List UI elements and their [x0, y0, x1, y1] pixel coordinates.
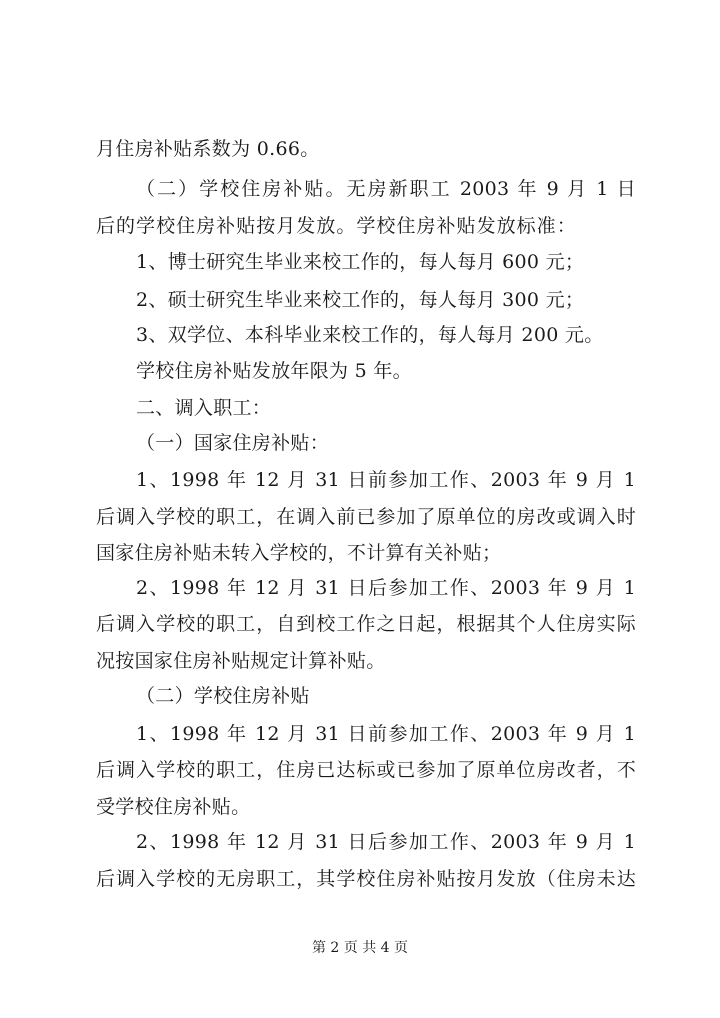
text-line-1: 月住房补贴系数为 0.66。	[96, 138, 320, 160]
text-line-13: 2、1998 年 12 月 31 日后参加工作、2003 年 9 月 1	[136, 577, 636, 599]
text-line-7: 学校住房补贴发放年限为 5 年。	[136, 360, 412, 382]
text-line-2: （二）学校住房补贴。无房新职工 2003 年 9 月 1 日	[136, 178, 636, 200]
text-line-5: 2、硕士研究生毕业来校工作的，每人每月 300 元；	[136, 289, 585, 311]
subsection-heading-national-subsidy: （一）国家住房补贴：	[136, 432, 330, 454]
section-heading-transferred-staff: 二、调入职工：	[136, 397, 272, 419]
page-number-footer: 第 2 页 共 4 页	[311, 940, 409, 956]
text-line-20: 2、1998 年 12 月 31 日后参加工作、2003 年 9 月 1	[136, 831, 636, 853]
text-line-17: 1、1998 年 12 月 31 日前参加工作、2003 年 9 月 1	[136, 723, 636, 745]
text-line-3: 后的学校住房补贴按月发放。学校住房补贴发放标准：	[96, 215, 576, 237]
text-line-21: 后调入学校的无房职工，其学校住房补贴按月发放（住房未达	[96, 868, 636, 890]
text-line-12: 国家住房补贴未转入学校的，不计算有关补贴；	[96, 542, 502, 564]
text-line-4: 1、博士研究生毕业来校工作的，每人每月 600 元；	[136, 251, 585, 273]
text-line-15: 况按国家住房补贴规定计算补贴。	[96, 650, 386, 672]
text-line-10: 1、1998 年 12 月 31 日前参加工作、2003 年 9 月 1	[136, 469, 636, 491]
text-line-19: 受学校住房补贴。	[96, 796, 251, 818]
text-line-14: 后调入学校的职工，自到校工作之日起，根据其个人住房实际	[96, 613, 636, 635]
text-line-11: 后调入学校的职工，在调入前已参加了原单位的房改或调入时	[96, 506, 636, 528]
subsection-heading-school-subsidy: （二）学校住房补贴	[136, 685, 310, 707]
text-line-18: 后调入学校的职工，住房已达标或已参加了原单位房改者，不	[96, 759, 636, 781]
text-line-6: 3、双学位、本科毕业来校工作的，每人每月 200 元。	[136, 324, 604, 346]
